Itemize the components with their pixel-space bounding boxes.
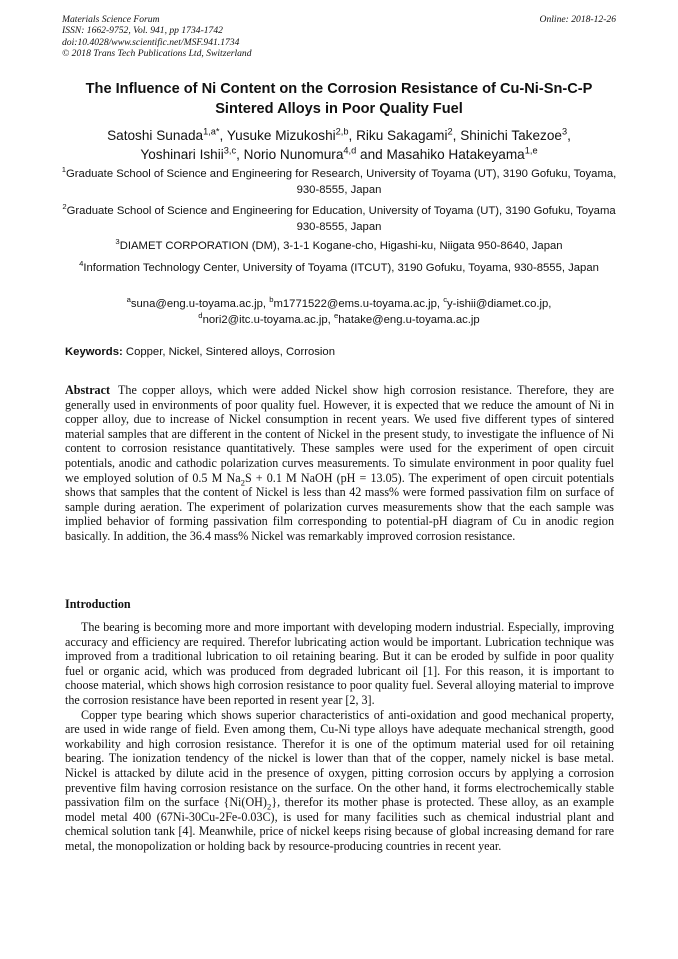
affiliation-number: 3 xyxy=(115,237,120,247)
email-list xyxy=(60,297,618,328)
affiliation-3 xyxy=(60,239,618,255)
author-affil-mark: 2,b xyxy=(335,126,349,137)
author-affil-mark: 1,e xyxy=(524,145,538,156)
email-mark: c xyxy=(443,295,448,305)
affiliation-1 xyxy=(60,167,618,198)
paragraph-subscript: 2 xyxy=(266,801,272,812)
author-name: Yusuke Mizukoshi xyxy=(226,128,336,143)
email-mark: b xyxy=(269,295,274,305)
abstract-text-1: The copper alloys, which were added Nickel show high corrosion resistance. Therefore, they are generally used in environments of poor quality fuel. However, it is expected that we reduce the amount of Ni in copper alloy, due to increase of Nickel consumption in recent years. We used five different types of sintered material samples that are different in the content of Nickel in the present study, to investigate the influence of Ni content to corrosion resistance quantitatively. These samples were used for the experiment of open circuit potentials, anodic and cathodic polarization curves measurements. To simulate environment in poor quality fuel we employed solution of 0.5 M Na xyxy=(65,383,614,485)
email-link[interactable]: nori2@itc.u-toyama.ac.jp, xyxy=(202,313,334,326)
author-affil-mark: 4,d xyxy=(343,145,357,156)
author-affil-mark: 1,a* xyxy=(203,126,220,137)
title-line-2: Sintered Alloys in Poor Quality Fuel xyxy=(215,100,463,117)
abstract-subscript: 2 xyxy=(240,476,245,487)
affiliation-number: 2 xyxy=(62,202,67,212)
affiliation-number: 4 xyxy=(79,259,84,269)
copyright-line: © 2018 Trans Tech Publications Ltd, Switzerland xyxy=(62,47,252,59)
email-mark: a xyxy=(126,295,131,305)
author-name: Masahiko Hatakeyama xyxy=(386,147,525,162)
author-affil-mark: 3 xyxy=(561,126,568,137)
affiliation-text: Graduate School of Science and Engineering for Education, University of Toyama (UT), 3190 Gofuku, Toyama 930-8555, Japan xyxy=(66,205,616,233)
abstract-text-2: S + 0.1 M NaOH (pH = 13.05). The experiment of open circuit potentials shows that samples that the content of Nickel is less than 42 mass% were formed passivation film on surface of sample during aeration. The experiment of polarization curves measurements show that the each sample was implied behavior of forming passivation film corresponding to potential-pH diagram of Cu in anodic region basically. In addition, the 36.4 mass% Nickel was remarkably improved corrosion resistance. xyxy=(65,470,614,543)
paragraph: The bearing is becoming more and more important with developing modern industrial. Especially, improving accuracy and efficiency are required. Therefor lubricating action would be important. Lubrication technique was improved from a traditional lubrication to oil retaining bearing. But it can be eroded by sulfide in poor quality fuel or organic acid, which was produced from degraded lubricant oil [1]. For this reason, it is important to choose material, which shows high corrosion resistance to poor quality fuel. Several alloying material to improve the corrosion resistance have been reported in resent year [2, 3]. xyxy=(65,620,614,707)
keywords-line xyxy=(65,346,335,358)
email-link[interactable]: suna@eng.u-toyama.ac.jp, xyxy=(130,298,270,310)
paper-title xyxy=(50,80,628,119)
affiliation-4 xyxy=(60,261,618,277)
affiliation-text: Graduate School of Science and Engineering for Research, University of Toyama (UT), 3190 Gofuku, Toyama, 930-8555, Japan xyxy=(66,168,617,196)
issn-line: ISSN: 1662-9752, Vol. 941, pp 1734-1742 xyxy=(62,25,223,37)
affiliation-2 xyxy=(60,204,618,235)
doi-link[interactable]: doi:10.4028/www.scientific.net/MSF.941.1734 xyxy=(62,36,240,48)
email-mark: e xyxy=(333,310,339,320)
email-link[interactable]: hatake@eng.u-toyama.ac.jp xyxy=(338,313,480,326)
affiliation-number: 1 xyxy=(61,165,66,175)
author-name: Norio Nunomura xyxy=(243,147,344,162)
affiliation-text: Information Technology Center, University of Toyama (ITCUT), 3190 Gofuku, Toyama, 930-8555, Japan xyxy=(83,262,599,274)
paragraph-text-2: }, therefor its mother phase is protected. These alloy, as an example model metal 400 (67Ni-30Cu-2Fe-0.03C), is used for many facilities such as chemical industrial plant and chemical solution tank [4]. Meanwhile, price of nickel keeps rising because of global increasing demand for rare metal, the monopolization or holding back by resource-producing countries in recent year. xyxy=(65,795,615,853)
paragraph-text-1: Copper type bearing which shows superior characteristics of anti-oxidation and good mechanical property, are used in wide range of field. Even among them, Cu-Ni type alloys have adequate mechanical strength, good workability and high corrosion resistance. Therefor it is one of the optimum material used for oil retaining bearing. The ionization tendency of the nickel is lower than that of the copper, namely nickel is base metal. Nickel is attacked by dilute acid in the presence of oxygen, pitting corrosion occurs by applying a corrosion preventive film having corrosion resistance on the surface. On the other hand, it forms electrochemically stable passivation film on the surface {Ni(OH) xyxy=(65,707,614,810)
author-name: Shinichi Takezoe xyxy=(460,128,562,143)
author-list: Satoshi Sunada$^{1,a*}$, Yusuke Mizukoshi$^{2,b}$, Riku Sakagami$^2$, Shinichi Takezoe$^3$, Yoshinari Ishii$^{3,c}$, Norio Nunomura$^{4,d}$ and Masahiko Hatakeyama$^{1,e}$ xyxy=(107,126,571,162)
section-heading-introduction: Introduction xyxy=(65,597,131,611)
author-affil-mark: 2 xyxy=(447,126,453,137)
author-name: Satoshi Sunada xyxy=(107,128,204,143)
email-mark: d xyxy=(198,310,203,320)
abstract-label: Abstract xyxy=(65,383,111,397)
paragraph xyxy=(65,708,614,854)
email-link[interactable]: m1771522@ems.u-toyama.ac.jp, xyxy=(273,298,444,310)
author-name: Riku Sakagami xyxy=(356,128,448,143)
keywords-text: Copper, Nickel, Sintered alloys, Corrosion xyxy=(122,346,335,358)
online-date: Online: 2018-12-26 xyxy=(539,14,616,25)
author-name: Yoshinari Ishii xyxy=(140,147,224,162)
journal-name: Materials Science Forum xyxy=(62,14,160,25)
introduction-body xyxy=(65,620,614,854)
affiliation-text: DIAMET CORPORATION (DM), 3-1-1 Kogane-cho, Higashi-ku, Niigata 950-8640, Japan xyxy=(119,240,563,252)
abstract xyxy=(65,383,614,544)
title-line-1: The Influence of Ni Content on the Corrosion Resistance of Cu-Ni-Sn-C-P xyxy=(85,81,593,97)
journal-header xyxy=(62,14,252,59)
keywords-label: Keywords: xyxy=(65,346,123,358)
author-affil-mark: 3,c xyxy=(223,145,237,156)
email-link[interactable]: y-ishii@diamet.co.jp, xyxy=(447,298,552,310)
